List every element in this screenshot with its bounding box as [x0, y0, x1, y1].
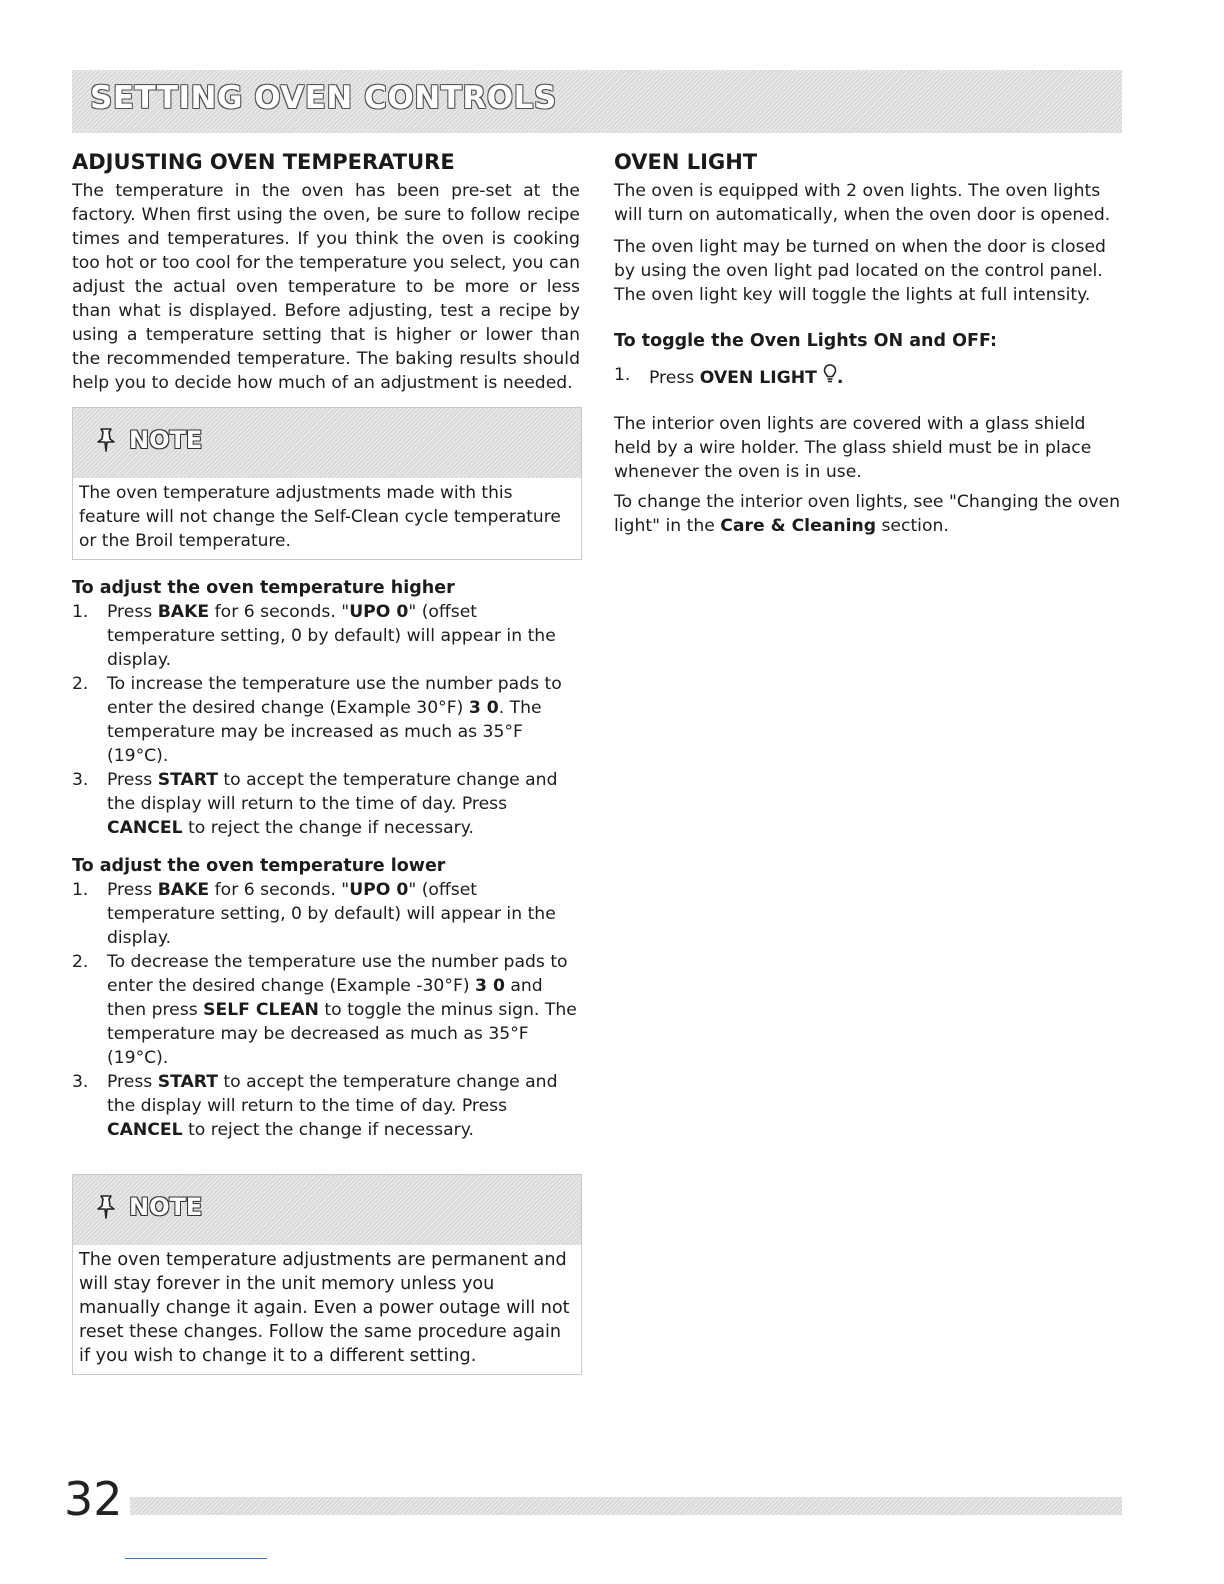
page-number: 32 [60, 1472, 127, 1526]
note-label: NOTE [129, 1193, 203, 1221]
list-item: 3. Press START to accept the temperature change and the display will return to the time of day. Press CANCEL to reject the change if necessary. [72, 1072, 558, 1140]
intro-paragraph: The temperature in the oven has been pre-set at the factory. When first using the oven, be sure to follow recipe times and temperatures. If you think the oven is cooking too hot or too cool for the temperature you select, you can adjust the actual oven temperature to be more or less than what is displayed. Before adjusting, test a recipe by using a temperature setting that is higher or lower than the recommended temperature. The baking results should help you to decide how much of an adjustment is needed. [72, 181, 580, 393]
list-item: 1. Press BAKE for 6 seconds. "UPO 0" (offset temperature setting, 0 by default) will appear in the display. [72, 880, 556, 948]
toggle-steps [614, 363, 1122, 390]
left-column [72, 150, 580, 1391]
footer-strip [130, 1497, 1122, 1515]
lower-subheading: To adjust the oven temperature lower [72, 856, 446, 876]
page-title: SETTING OVEN CONTROLS [90, 80, 557, 116]
note-header [73, 408, 581, 478]
higher-steps [72, 600, 580, 840]
oven-light-paragraph-4: To change the interior oven lights, see "Changing the oven light" in the Care & Cleaning section. [614, 492, 1120, 536]
oven-light-paragraph-2: The oven light may be turned on when the door is closed by using the oven light pad located on the control panel. The oven light key will toggle the lights at full intensity. [614, 237, 1106, 305]
oven-light-paragraph-3: The interior oven lights are covered with a glass shield held by a wire holder. The glass shield must be in place whenever the oven is in use. [614, 414, 1092, 482]
list-item: 3. Press START to accept the temperature change and the display will return to the time of day. Press CANCEL to reject the change if necessary. [72, 770, 558, 838]
note-label: NOTE [129, 426, 203, 454]
note-box-2 [72, 1174, 582, 1375]
oven-light-heading: OVEN LIGHT [614, 150, 758, 174]
pushpin-icon [95, 427, 117, 453]
note-text: The oven temperature adjustments made with this feature will not change the Self-Clean cycle temperature or the Broil temperature. [79, 483, 561, 551]
list-item: 2. To decrease the temperature use the number pads to enter the desired change (Example -30°F) 3 0 and then press SELF CLEAN to toggle the minus sign. The temperature may be decreased as much as 35°F (19°C). [72, 952, 577, 1068]
note-box-1 [72, 407, 582, 560]
pushpin-icon [95, 1194, 117, 1220]
list-item: 1. Press OVEN LIGHT . [614, 365, 844, 388]
list-item: 2. To increase the temperature use the number pads to enter the desired change (Example 30°F) 3 0. The temperature may be increased as much as 35°F (19°C). [72, 674, 562, 766]
light-bulb-icon [823, 363, 837, 385]
footer-divider [125, 1558, 267, 1559]
list-item: 1. Press BAKE for 6 seconds. "UPO 0" (offset temperature setting, 0 by default) will appear in the display. [72, 602, 556, 670]
toggle-subheading: To toggle the Oven Lights ON and OFF: [614, 331, 997, 351]
right-column [614, 150, 1122, 538]
page-footer [60, 1472, 1122, 1526]
section-banner [72, 70, 1122, 133]
adjusting-temperature-heading: ADJUSTING OVEN TEMPERATURE [72, 150, 455, 174]
oven-light-paragraph-1: The oven is equipped with 2 oven lights. The oven lights will turn on automatically, when the oven door is opened. [614, 181, 1111, 225]
note-header [73, 1175, 581, 1245]
lower-steps [72, 878, 580, 1142]
higher-subheading: To adjust the oven temperature higher [72, 578, 455, 598]
note-text: The oven temperature adjustments are permanent and will stay forever in the unit memory unless you manually change it again. Even a power outage will not reset these changes. Follow the same procedure again if you wish to change it to a different setting. [79, 1250, 570, 1366]
